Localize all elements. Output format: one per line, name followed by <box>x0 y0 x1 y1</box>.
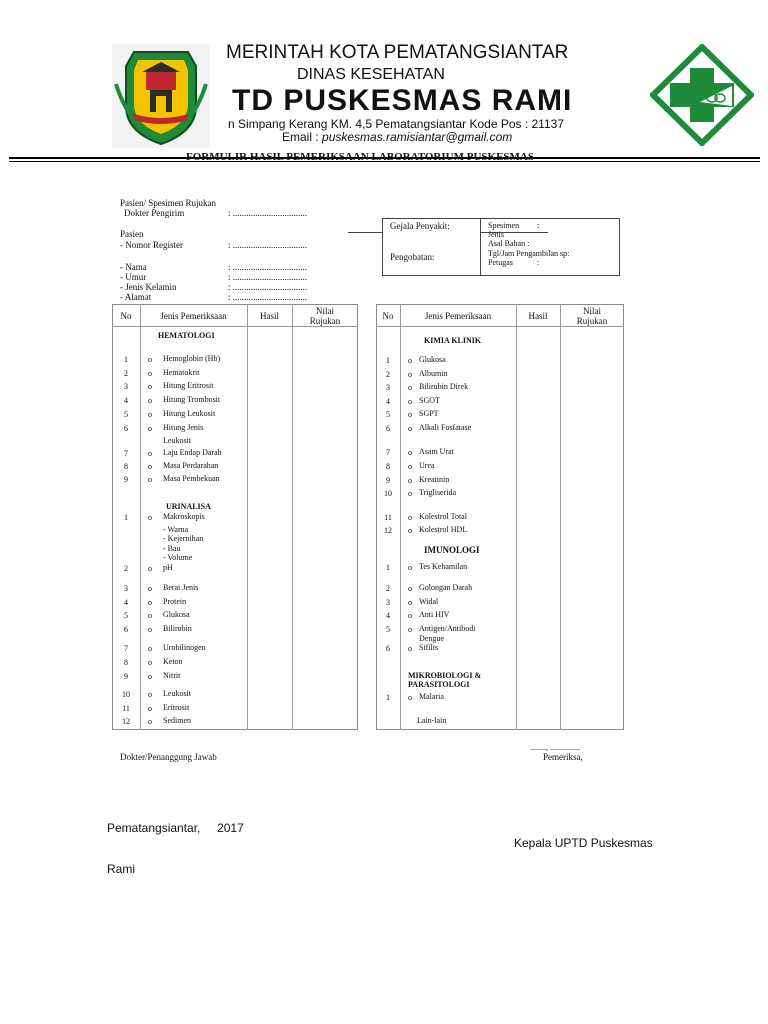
date-dots[interactable]: ........, ............... <box>530 743 580 752</box>
exam-name: - Kejernihan <box>163 534 204 543</box>
checkbox-bullet[interactable]: o <box>148 382 152 391</box>
pengobatan-label: Pengobatan: <box>390 252 435 262</box>
exam-name: Keton <box>163 657 183 666</box>
exam-name: Widal <box>419 597 439 606</box>
left-header-nilai: Nilai <box>316 306 334 316</box>
petugas-colon: : <box>537 258 540 267</box>
checkbox-bullet[interactable]: o <box>148 396 152 405</box>
left-header-hasil: Hasil <box>260 311 279 321</box>
exam-name: Glukosa <box>419 355 446 364</box>
info-box-divider <box>480 218 481 276</box>
letterhead-line3: TD PUSKESMAS RAMI <box>232 84 573 117</box>
exam-name: Hitung Eritrosit <box>163 381 214 390</box>
checkbox-bullet[interactable]: o <box>148 644 152 653</box>
row-number: 1 <box>124 513 128 522</box>
form-title: FORMULIR HASIL PEMERIKSAAN LABORATORIUM PUSKESMAS <box>186 151 534 161</box>
pemeriksa-label: Pemeriksa, <box>543 752 583 762</box>
dokter-signature-label: Dokter/Penanggung Jawab <box>120 752 217 762</box>
left-header-no: No <box>120 311 132 321</box>
exam-name: Bilirubin Direk <box>419 382 469 391</box>
exam-name: SGPT <box>419 409 439 418</box>
row-number: 11 <box>384 513 392 522</box>
gejala-label: Gejala Penyakit: <box>390 221 450 231</box>
tgl-label: Tgl/Jam Pengambilan sp: <box>488 249 570 258</box>
checkbox-bullet[interactable]: o <box>408 370 412 379</box>
header-rule-thin <box>9 161 760 162</box>
row-number: 10 <box>384 489 392 498</box>
row-number: 8 <box>124 658 128 667</box>
exam-name: Berat Jenis <box>163 583 199 592</box>
exam-name: Leukosit <box>163 436 191 445</box>
jk-field[interactable]: : ................................. <box>228 282 308 292</box>
footer-place-date: Pematangsiantar, 2017 <box>107 821 244 835</box>
checkbox-bullet[interactable]: o <box>148 369 152 378</box>
row-number: 6 <box>124 424 128 433</box>
exam-name: Urea <box>419 461 435 470</box>
checkbox-bullet[interactable]: o <box>148 690 152 699</box>
row-number: 4 <box>124 396 128 405</box>
checkbox-bullet[interactable]: o <box>148 355 152 364</box>
row-number: 2 <box>386 370 390 379</box>
nama-label: - Nama <box>120 262 147 272</box>
exam-name: Bilirubin <box>163 624 192 633</box>
footer-kepala: Kepala UPTD Puskesmas <box>514 836 653 850</box>
checkbox-bullet[interactable]: o <box>408 563 412 572</box>
exam-name: Hematokrit <box>163 368 200 377</box>
checkbox-bullet[interactable]: o <box>408 693 412 702</box>
exam-name: Eritrosit <box>163 703 190 712</box>
right-col-no-divider <box>400 304 401 730</box>
exam-name: Protein <box>163 597 187 606</box>
right-col-hasil-divider <box>560 304 561 730</box>
exam-name: Masa Pembekuan <box>163 474 220 483</box>
exam-name: Hitung Trombosit <box>163 395 221 404</box>
exam-name: Anti HIV <box>419 610 450 619</box>
row-number: 5 <box>386 625 390 634</box>
alamat-field[interactable]: : ................................. <box>228 292 308 302</box>
checkbox-bullet[interactable]: o <box>408 625 412 634</box>
left-col-no-divider <box>140 304 141 730</box>
row-number: 4 <box>386 611 390 620</box>
checkbox-bullet[interactable]: o <box>148 717 152 726</box>
row-number: 5 <box>124 410 128 419</box>
exam-name: - Volume <box>163 553 193 562</box>
jenis-label: Jenis <box>488 230 504 239</box>
exam-name: Lain-lain <box>417 716 447 725</box>
left-header-rujukan: Rujukan <box>309 316 341 326</box>
row-number: 9 <box>124 672 128 681</box>
right-header-rujukan: Rujukan <box>576 316 608 326</box>
alamat-label: - Alamat <box>120 292 152 302</box>
checkbox-bullet[interactable]: o <box>148 449 152 458</box>
rujukan-label: Pasien/ Spesimen Rujukan <box>120 198 216 208</box>
checkbox-bullet[interactable]: o <box>408 526 412 535</box>
checkbox-bullet[interactable]: o <box>148 475 152 484</box>
jk-label: - Jenis Kelamin <box>120 282 177 292</box>
row-number: 6 <box>386 644 390 653</box>
row-number: 4 <box>124 598 128 607</box>
checkbox-bullet[interactable]: o <box>148 410 152 419</box>
pasien-label: Pasien <box>120 229 144 239</box>
row-number: 5 <box>386 410 390 419</box>
footer-rami: Rami <box>107 862 136 876</box>
puskesmas-logo <box>650 44 754 146</box>
right-table-header-rule <box>376 326 624 327</box>
checkbox-bullet[interactable]: o <box>408 598 412 607</box>
umur-label: - Umur <box>120 272 147 282</box>
checkbox-bullet[interactable]: o <box>148 424 152 433</box>
left-header-jenis: Jenis Pemeriksaan <box>160 311 227 321</box>
checkbox-bullet[interactable]: o <box>148 584 152 593</box>
nama-field[interactable]: : ................................. <box>228 262 308 272</box>
row-number: 2 <box>124 564 128 573</box>
urinalisa-heading: URINALISA <box>166 502 211 511</box>
row-number: 10 <box>122 690 130 699</box>
mikro-heading-line2: PARASITOLOGI <box>408 680 470 689</box>
letterhead-line2: DINAS KESEHATAN <box>297 66 445 83</box>
exam-name: pH <box>163 563 173 572</box>
row-number: 1 <box>386 693 390 702</box>
row-number: 6 <box>124 625 128 634</box>
checkbox-bullet[interactable]: o <box>148 564 152 573</box>
left-col-hasil-divider <box>292 304 293 730</box>
row-number: 11 <box>122 704 130 713</box>
exam-name: Trigliserida <box>419 488 457 497</box>
right-header-nilai: Nilai <box>583 306 601 316</box>
row-number: 8 <box>386 462 390 471</box>
letterhead-line1: MERINTAH KOTA PEMATANGSIANTAR <box>226 42 569 63</box>
checkbox-bullet[interactable]: o <box>408 476 412 485</box>
exam-name: Asam Urat <box>419 447 454 456</box>
checkbox-bullet[interactable]: o <box>408 513 412 522</box>
info-box-top-extension <box>348 232 382 233</box>
city-logo <box>112 44 210 148</box>
checkbox-bullet[interactable]: o <box>408 644 412 653</box>
left-table-header-rule <box>112 326 358 327</box>
exam-name: - Bau <box>163 544 181 553</box>
row-number: 6 <box>386 424 390 433</box>
exam-name: Leukosit <box>163 689 191 698</box>
checkbox-bullet[interactable]: o <box>408 424 412 433</box>
row-number: 3 <box>124 382 128 391</box>
petugas-label: Petugas <box>488 258 513 267</box>
row-number: 5 <box>124 611 128 620</box>
exam-name: SGOT <box>419 396 440 405</box>
row-number: 9 <box>124 475 128 484</box>
email-label: Email : <box>282 130 319 144</box>
nomor-field[interactable]: : ................................. <box>228 240 308 250</box>
exam-name: Kreatinin <box>419 475 450 484</box>
email-value[interactable]: puskesmas.ramisiantar@gmail.com <box>322 130 513 144</box>
exam-name: Hemoglobin (Hb) <box>163 354 221 363</box>
nomor-label: - Nomor Register <box>120 240 183 250</box>
row-number: 3 <box>386 383 390 392</box>
row-number: 12 <box>122 717 130 726</box>
row-number: 4 <box>386 397 390 406</box>
dokter-field[interactable]: : ................................. <box>228 208 308 218</box>
row-number: 1 <box>386 563 390 572</box>
exam-name: Makroskopis <box>163 512 205 521</box>
letterhead-address: n Simpang Kerang KM. 4,5 Pematangsiantar Kode Pos : 21137 <box>228 117 564 131</box>
row-number: 12 <box>384 526 392 535</box>
exam-name: Kolestrol HDL <box>419 525 468 534</box>
exam-name: Laju Endap Darah <box>163 448 222 457</box>
mikro-heading-line1: MIKROBIOLOGI & <box>408 671 482 680</box>
exam-name: Hitung Leukosit <box>163 409 216 418</box>
row-number: 7 <box>386 448 390 457</box>
exam-name: Sifilis <box>419 643 439 652</box>
exam-name: Sedimen <box>163 716 191 725</box>
right-header-no: No <box>382 311 394 321</box>
right-header-hasil: Hasil <box>528 311 548 321</box>
row-number: 1 <box>386 356 390 365</box>
exam-name: Golongan Darah <box>419 583 473 592</box>
exam-name: Urobilinogen <box>163 643 206 652</box>
right-table <box>376 304 624 730</box>
row-number: 7 <box>124 449 128 458</box>
exam-name: Hitung Jenis <box>163 423 204 432</box>
row-number: 1 <box>124 355 128 364</box>
kimia-heading: KIMIA KLINIK <box>424 336 482 345</box>
exam-name: Tes Kehamilan <box>419 562 468 571</box>
checkbox-bullet[interactable]: o <box>408 611 412 620</box>
right-col-jenis-divider <box>516 304 517 730</box>
spesimen-colon: : <box>537 221 540 230</box>
checkbox-bullet[interactable]: o <box>408 356 412 365</box>
checkbox-bullet[interactable]: o <box>408 410 412 419</box>
asal-label: Asal Bahan : <box>488 239 530 248</box>
row-number: 8 <box>124 462 128 471</box>
imunologi-heading: IMUNOLOGI <box>424 545 480 555</box>
row-number: 9 <box>386 476 390 485</box>
dokter-label: Dokter Pengirim <box>124 208 185 218</box>
exam-name: Nitrit <box>163 671 181 680</box>
exam-name: Malaria <box>419 692 444 701</box>
checkbox-bullet[interactable]: o <box>148 625 152 634</box>
row-number: 2 <box>124 369 128 378</box>
exam-name: Albumin <box>419 369 448 378</box>
row-number: 2 <box>386 584 390 593</box>
hematologi-heading: HEMATOLOGI <box>158 331 215 340</box>
checkbox-bullet[interactable]: o <box>148 672 152 681</box>
exam-name: Dengue <box>419 634 444 643</box>
checkbox-bullet[interactable]: o <box>408 397 412 406</box>
checkbox-bullet[interactable]: o <box>408 584 412 593</box>
checkbox-bullet[interactable]: o <box>148 704 152 713</box>
exam-name: Alkali Fosfatase <box>419 423 472 432</box>
umur-field[interactable]: : ................................. <box>228 272 308 282</box>
letterhead-email <box>282 130 512 144</box>
checkbox-bullet[interactable]: o <box>148 462 152 471</box>
exam-name: Glukosa <box>163 610 190 619</box>
exam-name: Masa Perdarahan <box>163 461 219 470</box>
checkbox-bullet[interactable]: o <box>408 383 412 392</box>
checkbox-bullet[interactable]: o <box>408 489 412 498</box>
right-header-jenis: Jenis Pemeriksaan <box>424 311 492 321</box>
checkbox-bullet[interactable]: o <box>408 462 412 471</box>
row-number: 3 <box>124 584 128 593</box>
checkbox-bullet[interactable]: o <box>148 658 152 667</box>
left-col-jenis-divider <box>247 304 248 730</box>
exam-name: - Warna <box>163 525 189 534</box>
checkbox-bullet[interactable]: o <box>148 611 152 620</box>
checkbox-bullet[interactable]: o <box>148 513 152 522</box>
row-number: 3 <box>386 598 390 607</box>
checkbox-bullet[interactable]: o <box>148 598 152 607</box>
spesimen-label: Spesimen <box>488 221 520 230</box>
exam-name: Antigen/Antibodi <box>419 624 476 633</box>
row-number: 7 <box>124 644 128 653</box>
checkbox-bullet[interactable]: o <box>408 448 412 457</box>
exam-name: Kolestrol Total <box>419 512 467 521</box>
